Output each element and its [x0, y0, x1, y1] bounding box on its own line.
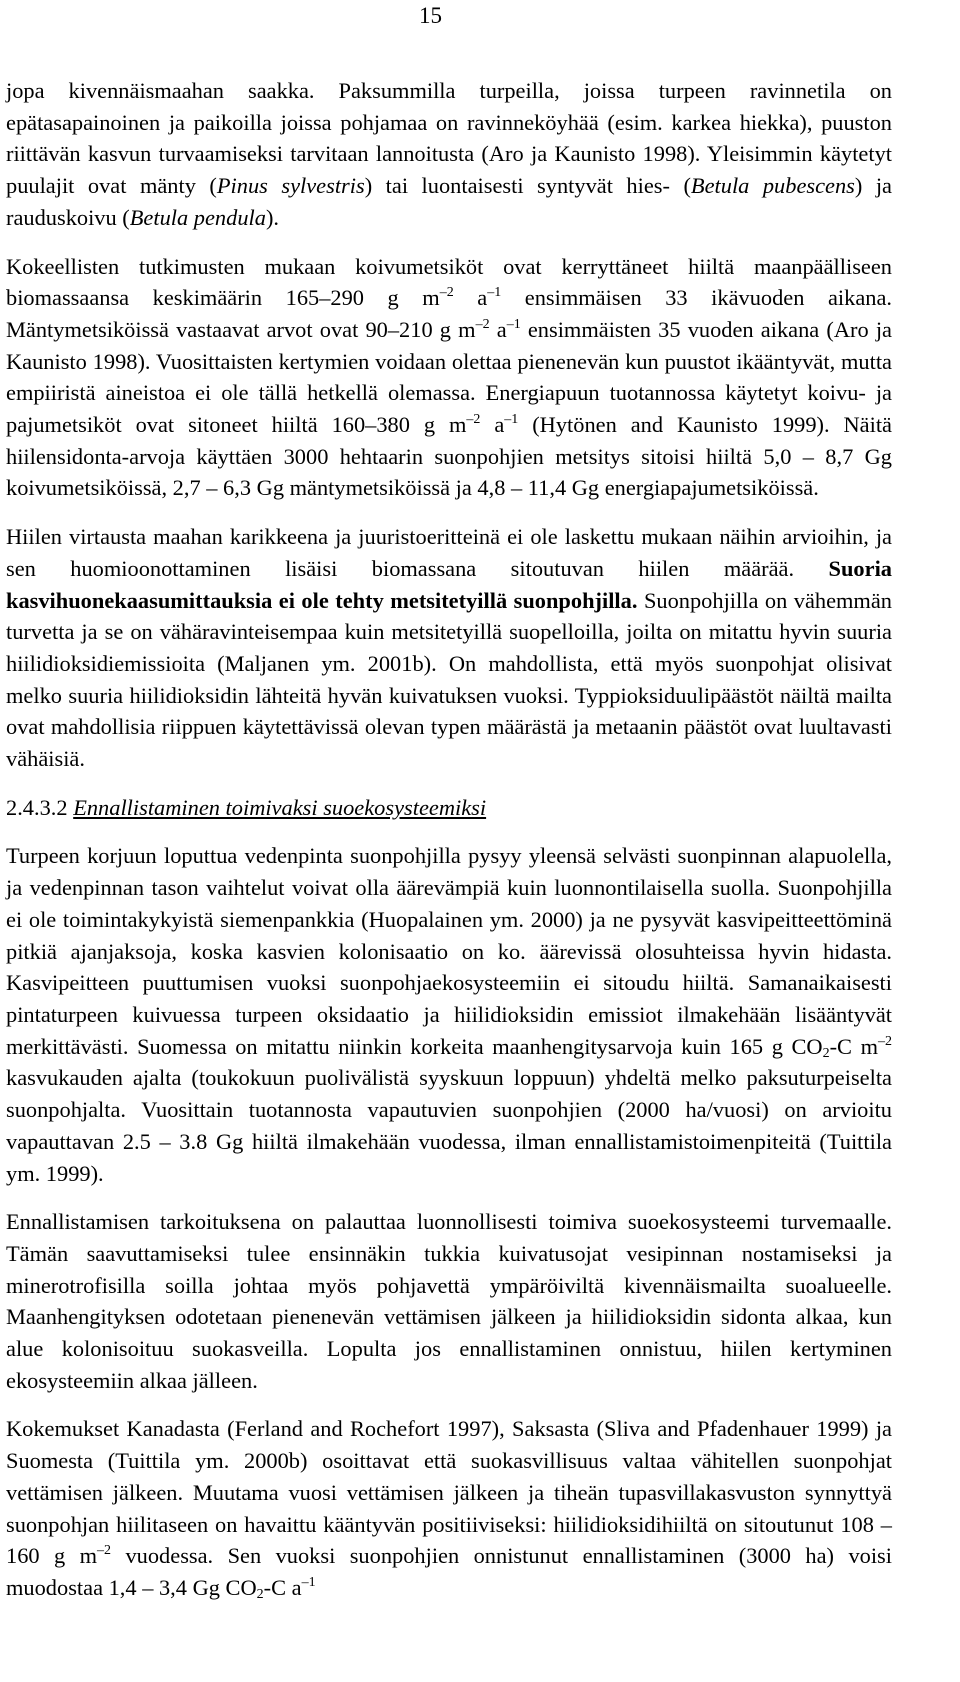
paragraph-3 — [6, 521, 892, 775]
paragraph-gap — [6, 234, 892, 251]
subscript: 2 — [256, 1586, 264, 1602]
section-title: Ennallistaminen toimivaksi suoekosysteemiksi — [73, 794, 487, 820]
superscript: –2 — [878, 1033, 892, 1049]
superscript: –1 — [506, 316, 521, 332]
page-number: 15 — [419, 3, 442, 28]
superscript: –1 — [504, 412, 519, 428]
text-run: kasvukauden ajalta (toukokuun puolivälistä syyskuun loppuun) yhdeltä melko paksuturpeiselta suonpohjalta. Vuosittain tuotannosta vapautuvien suonpohjien (2000 ha/vuosi) on arvioitu vapauttavan 2.5 – 3.8 Gg hiiltä ilmakehään vuodessa, ilman ennallistamistoimenpiteitä (Tuittila ym. 1999). — [6, 1065, 892, 1186]
superscript: –2 — [97, 1543, 112, 1559]
paragraph-6 — [6, 1413, 892, 1603]
body-text — [6, 75, 892, 1604]
superscript: –1 — [487, 285, 502, 301]
paragraph-gap — [6, 504, 892, 521]
superscript: –2 — [466, 412, 481, 428]
text-run: vuodessa. Sen vuoksi suonpohjien onnistunut ennallistaminen (3000 ha) voisi muodostaa 1,4 – 3,4 Gg CO — [6, 1543, 892, 1600]
text-run: (Hytönen and Kaunisto 1999). Näitä hiilensidonta-arvoja käyttäen 3000 hehtaarin suonpohjien metsitys sitoisi hiiltä 5,0 – 8,7 Gg koivumetsiköissä, 2,7 – 6,3 Gg mäntymetsiköissä ja 4,8 – 11,4 Gg energiapajumetsiköissä. — [6, 412, 892, 501]
text-run: Turpeen korjuun loputtua vedenpinta suonpohjilla pysyy yleensä selvästi suonpinnan alapuolella, ja vedenpinnan tason vaihtelut voivat olla äärevämpiä kuin luonnontilaisella suolla. Suonpohjilla ei ole toimintakykyistä siemenpankkia (Huopalainen ym. 2000) ja ne pysyvät kasvipeitteettöminä pitkiä ajanjaksoja, koska kasvien kolonisaatio on ko. äärevissä olosuhteissa hyvin hidasta. Kasvipeitteen puuttumisen vuoksi suonpohjaekosysteemiin ei sitoudu hiiltä. Samanaikaisesti pintaturpeen kuivuessa turpeen oksidaatio ja hiilidioksidin emissiot ilmakehään lisääntyvät merkittävästi. Suomessa on mitattu niinkin korkeita maanhengitysarvoja kuin 165 g CO — [6, 843, 892, 1059]
species-name: Pinus sylvestris — [216, 173, 365, 199]
superscript: –2 — [475, 316, 490, 332]
superscript: –2 — [439, 285, 454, 301]
paragraph-4 — [6, 840, 892, 1189]
text-run: ensimmäisten 35 vuoden aikana (Aro ja Kaunisto 1998). Vuosittaisten kertymien voidaan olettaa pienenevän kun puustot ikääntyvät, mutta empiiristä aineistoa ei ole tällä hetkellä olemassa. Energiapuun tuotannossa käytetyt koivu- ja pajumetsiköt ovat sitoneet hiiltä 160–380 g m — [6, 316, 892, 438]
text-run: ) tai luontaisesti syntyvät hies- ( — [364, 173, 691, 199]
text-run: -C m — [829, 1033, 878, 1059]
subscript: 2 — [822, 1045, 830, 1061]
text-run: ). — [265, 204, 279, 230]
section-heading — [6, 792, 892, 824]
species-name: Betula pubescens — [690, 173, 855, 199]
text-run: ensimmäisen 33 ikävuoden aikana. Mäntymetsiköissä vastaavat arvot ovat 90–210 g m — [6, 285, 892, 342]
text-run: Kokemukset Kanadasta (Ferland and Rochefort 1997), Saksasta (Sliva and Pfadenhauer 1999) ja Suomesta (Tuittila ym. 2000b) osoittavat että suokasvillisuus valtaa vähitellen suonpohjat vettämisen jälkeen. Muutama vuosi vettämisen jälkeen ja tiheän tupasvillakasvuston synnyttyä suonpohjan hiilitaseen on havaittu kääntyvän positiiviseksi: hiilidioksidihiiltä on sitoutunut 108 – 160 g m — [6, 1416, 892, 1569]
text-run: a — [489, 316, 507, 342]
paragraph-gap — [6, 1189, 892, 1206]
section-number: 2.4.3.2 — [6, 794, 68, 820]
text-run: a — [480, 412, 505, 438]
text-run: -C a — [263, 1574, 302, 1600]
text-run: Kokeellisten tutkimusten mukaan koivumetsiköt ovat kerryttäneet hiiltä maanpäälliseen biomassaansa keskimäärin 165–290 g m — [6, 253, 892, 311]
paragraph-1 — [6, 75, 892, 234]
species-name: Betula pendula — [129, 204, 266, 230]
text-run: Hiilen virtausta maahan karikkeena ja juuristoeritteinä ei ole laskettu mukaan näihin arvioihin, ja sen huomioonottaminen lisäisi biomassana sitoutuvan hiilen määrää. — [6, 524, 892, 581]
bold-statement: Suoria kasvihuonekaasumittauksia ei ole tehty metsitetyillä suonpohjilla. — [6, 555, 892, 613]
text-run: ) ja rauduskoivu ( — [6, 173, 892, 230]
text-run: a — [453, 285, 488, 311]
superscript: –1 — [301, 1574, 316, 1590]
paragraph-gap — [6, 823, 892, 840]
paragraph-gap — [6, 1396, 892, 1413]
text-run: jopa kivennäismaahan saakka. Paksummilla turpeilla, joissa turpeen ravinnetila on epätasapainoinen ja paikoilla joissa pohjamaa on ravinneköyhää (esim. karkea hiekka), puuston riittävän kasvun turvaamiseksi tarvitaan lannoitusta (Aro ja Kaunisto 1998). Yleisimmin käytetyt puulajit ovat mänty ( — [6, 78, 892, 199]
paragraph-5 — [6, 1206, 892, 1396]
paragraph-gap — [6, 775, 892, 792]
text-run: Suonpohjilla on vähemmän turvetta ja se on vähäravinteisempaa kuin metsitetyillä suopelloilla, joilta on mitattu hyvin suuria hiilidioksidiemissioita (Maljanen ym. 2001b). On mahdollista, että myös suonpohjat olisivat melko suuria hiilidioksidin lähteitä hyvän kuivatuksen vuoksi. Typpioksiduulipäästöt näiltä mailta ovat mahdollisia riippuen käytettävissä olevan typen määrästä ja metaanin päästöt ovat luultavasti vähäisiä. — [6, 587, 892, 772]
text-run: Ennallistamisen tarkoituksena on palauttaa luonnollisesti toimiva suoekosysteemi turvemaalle. Tämän saavuttamiseksi tulee ensinnäkin tukkia kuivatusojat vesipinnan nostamiseksi ja minerotrofisilla soilla johtaa myös pohjavettä ympäröiviltä kivennäismailta suoalueelle. Maanhengityksen odotetaan pienenevän vettämisen jälkeen ja hiilidioksidin sidonta alkaa, kun alue kolonisoituu suokasveilla. Lopulta jos ennallistaminen onnistuu, hiilen kertyminen ekosysteemiin alkaa jälleen. — [6, 1209, 892, 1393]
paragraph-2 — [6, 251, 892, 505]
